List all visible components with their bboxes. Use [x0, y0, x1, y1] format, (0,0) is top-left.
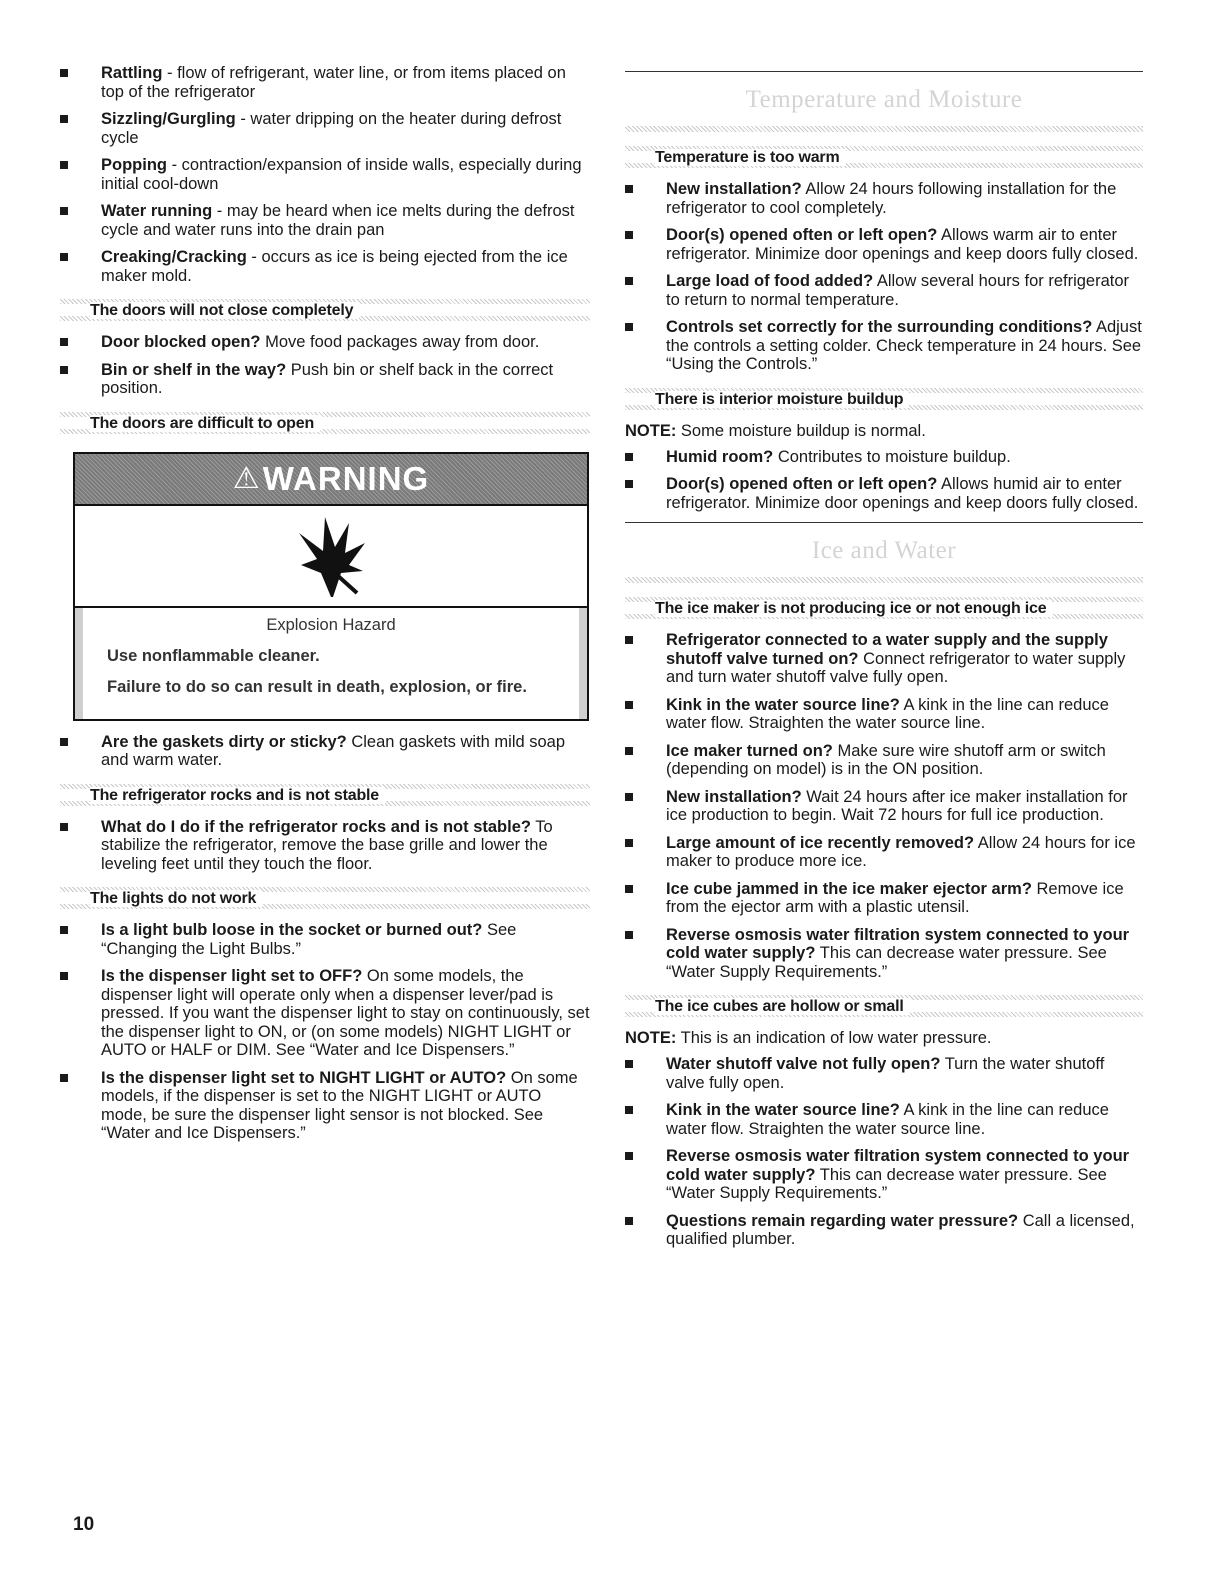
list-item — [60, 156, 590, 193]
list-item — [625, 318, 1143, 374]
list-item-text: Make sure wire shutoff arm or switch (depending on model) is in the ON position. — [666, 741, 1106, 778]
list-item-title: Refrigerator connected to a water supply and the supply shutoff valve turned on? — [666, 631, 1108, 668]
note: NOTE: Some moisture buildup is normal. — [625, 421, 926, 440]
doors-not-close-list — [60, 333, 590, 398]
list-item — [625, 880, 1143, 917]
list-item-text: See “Changing the Light Bulbs.” — [101, 921, 517, 958]
list-item-text: Allows warm air to enter refrigerator. Minimize door openings and keep doors fully closed. — [666, 226, 1139, 263]
list-item-text: A kink in the line can reduce water flow. Straighten the water source line. — [666, 695, 1109, 732]
list-item-title: Controls set correctly for the surrounding conditions? — [666, 318, 1093, 336]
list-item-title: Questions remain regarding water pressure? — [666, 1211, 1019, 1230]
warning-line-1: Use nonflammable cleaner. — [107, 646, 320, 665]
list-item-text: - flow of refrigerant, water line, or from items placed on top of the refrigerator — [101, 64, 566, 101]
list-item — [625, 180, 1143, 217]
list-item — [60, 110, 590, 147]
list-item-text: Call a licensed, qualified plumber. — [666, 1211, 1135, 1248]
list-item-text: Allow several hours for refrigerator to return to normal temperature. — [666, 272, 1130, 309]
right-column — [625, 64, 1143, 1258]
section-heading: The doors are difficult to open — [60, 412, 590, 434]
list-item-title: Door(s) opened often or left open? — [666, 475, 938, 493]
left-column — [60, 64, 590, 1152]
list-item — [625, 1055, 1143, 1092]
list-item-title: New installation? — [666, 787, 802, 806]
list-item-title: Popping — [101, 156, 167, 174]
list-item-title: Bin or shelf in the way? — [101, 360, 287, 379]
section-title-ice: Ice and Water — [625, 522, 1143, 573]
list-item — [60, 202, 590, 239]
list-item-title: Creaking/Cracking — [101, 248, 247, 266]
section-heading: The doors will not close completely — [60, 299, 590, 321]
list-item — [625, 631, 1143, 687]
warning-hazard: Explosion Hazard — [266, 615, 396, 634]
list-item-title: What do I do if the refrigerator rocks and is not stable? — [101, 817, 531, 836]
list-item-title: Large load of food added? — [666, 272, 874, 290]
warning-text — [75, 608, 587, 719]
page-number: 10 — [73, 1514, 95, 1535]
list-item-text: Adjust the controls a setting colder. Check temperature in 24 hours. See “Using the Controls.” — [666, 318, 1142, 373]
list-item-title: Are the gaskets dirty or sticky? — [101, 732, 347, 751]
list-item-text: This can decrease water pressure. See “Water Supply Requirements.” — [666, 1165, 1107, 1202]
section-title-temperature: Temperature and Moisture — [625, 71, 1143, 122]
list-item-title: Door(s) opened often or left open? — [666, 226, 938, 244]
list-item — [625, 1101, 1143, 1138]
list-item — [60, 818, 590, 874]
list-item-text: A kink in the line can reduce water flow. Straighten the water source line. — [666, 1101, 1109, 1138]
list-item — [625, 696, 1143, 733]
warning-title: WARNING — [262, 459, 430, 497]
explosion-icon — [291, 513, 371, 599]
list-item — [625, 788, 1143, 825]
list-item — [60, 248, 590, 285]
list-item-title: Kink in the water source line? — [666, 695, 900, 714]
list-item-text: Move food packages away from door. — [260, 333, 540, 351]
lights-list — [60, 921, 590, 1143]
list-item — [625, 475, 1143, 512]
hollow-cubes-list — [625, 1055, 1143, 1249]
warning-header — [75, 454, 587, 506]
list-item-title: Large amount of ice recently removed? — [666, 833, 975, 852]
warning-line-2: Failure to do so can result in death, explosion, or fire. — [107, 677, 527, 696]
section-heading: Temperature is too warm — [625, 146, 1143, 168]
list-item-title: Water running — [101, 202, 213, 220]
section-heading: The lights do not work — [60, 887, 590, 909]
list-item-title: Reverse osmosis water filtration system connected to your cold water supply? — [666, 925, 1130, 962]
list-item-text: To stabilize the refrigerator, remove the base grille and lower the leveling feet until they touch the floor. — [101, 817, 553, 873]
list-item-title: Kink in the water source line? — [666, 1101, 900, 1119]
list-item-title: Is the dispenser light set to NIGHT LIGHT or AUTO? — [101, 1068, 507, 1087]
list-item — [60, 64, 590, 101]
section-heading: The ice maker is not producing ice or not enough ice — [625, 597, 1143, 619]
list-item-text: On some models, if the dispenser is set to the NIGHT LIGHT or AUTO mode, be sure the dispenser light sensor is not blocked. See “Water and Ice Dispensers.” — [101, 1068, 578, 1142]
gaskets-list — [60, 733, 590, 770]
list-item — [625, 926, 1143, 982]
list-item-text: Clean gaskets with mild soap and warm water. — [101, 732, 566, 769]
list-item — [625, 226, 1143, 263]
list-item-text: Remove ice from the ejector arm with a plastic utensil. — [666, 879, 1124, 916]
noise-list — [60, 64, 590, 285]
section-heading: There is interior moisture buildup — [625, 388, 1143, 410]
list-item-text: Push bin or shelf back in the correct position. — [101, 360, 554, 397]
list-item-title: Ice maker turned on? — [666, 741, 833, 760]
list-item — [60, 1069, 590, 1143]
list-item — [625, 742, 1143, 779]
list-item-title: Sizzling/Gurgling — [101, 110, 236, 128]
too-warm-list — [625, 180, 1143, 374]
list-item-title: Rattling — [101, 64, 163, 82]
list-item — [60, 967, 590, 1060]
list-item — [60, 733, 590, 770]
list-item — [625, 1147, 1143, 1203]
list-item-text: Allow 24 hours for ice maker to produce more ice. — [666, 833, 1136, 870]
list-item-text: Connect refrigerator to water supply and turn water shutoff valve fully open. — [666, 649, 1126, 686]
section-heading: The refrigerator rocks and is not stable — [60, 784, 590, 806]
list-item-title: Water shutoff valve not fully open? — [666, 1055, 941, 1073]
list-item-text: - may be heard when ice melts during the defrost cycle and water runs into the drain pan — [101, 202, 575, 239]
warning-box — [73, 452, 589, 721]
list-item — [60, 921, 590, 958]
list-item-text: - contraction/expansion of inside walls, especially during initial cool-down — [101, 156, 582, 193]
list-item-text: - occurs as ice is being ejected from the ice maker mold. — [101, 248, 568, 285]
list-item-text: Wait 24 hours after ice maker installation for ice production to begin. Wait 72 hours for full ice production. — [666, 787, 1128, 824]
list-item — [625, 834, 1143, 871]
list-item-text: Turn the water shutoff valve fully open. — [666, 1055, 1105, 1092]
ice-not-producing-list — [625, 631, 1143, 981]
list-item-text: On some models, the dispenser light will operate only when a dispenser lever/pad is pressed. If you want the dispenser light to stay on continuously, set the dispenser light to ON, or (on some models) NIGHT LIGHT or AUTO or HALF or DIM. See “Water and Ice Dispensers.” — [101, 967, 590, 1059]
list-item-title: Reverse osmosis water filtration system connected to your cold water supply? — [666, 1147, 1130, 1184]
list-item-title: New installation? — [666, 180, 802, 198]
list-item — [60, 333, 590, 352]
list-item-text: Allows humid air to enter refrigerator. Minimize door openings and keep doors fully closed. — [666, 475, 1139, 512]
list-item — [625, 1212, 1143, 1249]
list-item — [60, 361, 590, 398]
note: NOTE: This is an indication of low water pressure. — [625, 1029, 992, 1047]
rocks-list — [60, 818, 590, 874]
list-item — [625, 448, 1143, 467]
list-item-text: This can decrease water pressure. See “Water Supply Requirements.” — [666, 944, 1107, 981]
list-item-title: Is the dispenser light set to OFF? — [101, 967, 363, 985]
list-item-title: Door blocked open? — [101, 333, 261, 351]
list-item-title: Is a light bulb loose in the socket or burned out? — [101, 921, 483, 939]
list-item — [625, 272, 1143, 309]
list-item-title: Ice cube jammed in the ice maker ejector arm? — [666, 879, 1032, 898]
list-item-text: Contributes to moisture buildup. — [773, 447, 1011, 466]
moisture-list — [625, 448, 1143, 513]
list-item-text: - water dripping on the heater during defrost cycle — [101, 110, 562, 147]
warning-triangle-icon: ⚠ — [232, 462, 261, 495]
list-item-title: Humid room? — [666, 447, 774, 466]
section-heading: The ice cubes are hollow or small — [625, 995, 1143, 1017]
list-item-text: Allow 24 hours following installation for the refrigerator to cool completely. — [666, 180, 1117, 217]
